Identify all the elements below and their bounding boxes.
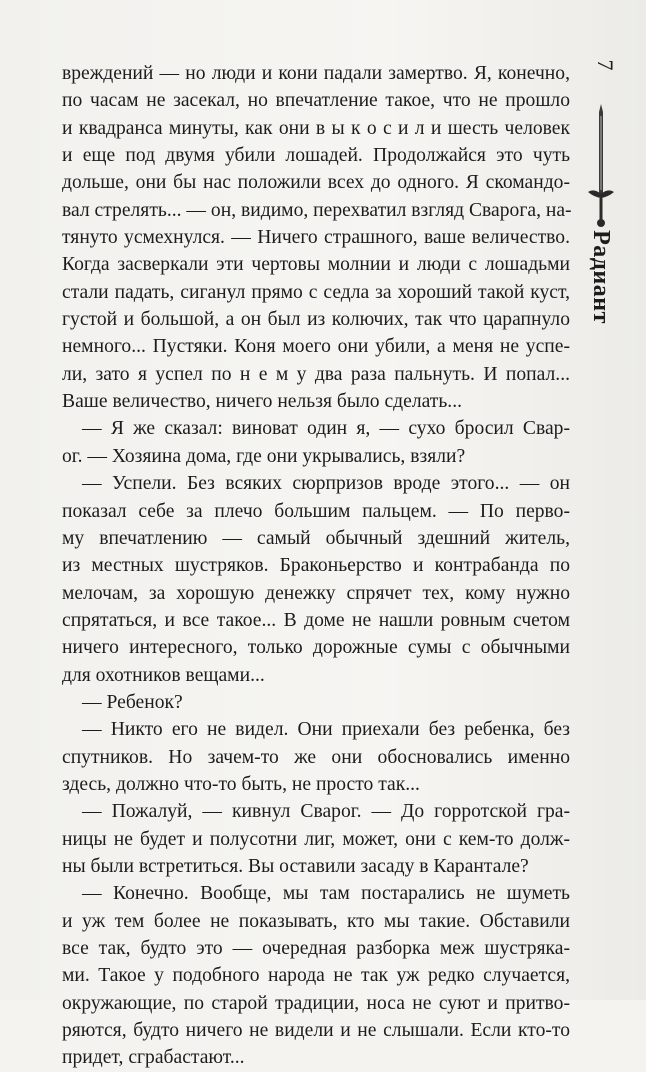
text-line: все так, будто это — очередная разборка меж шустряка- [62, 938, 570, 959]
text-line: ог. — Хозяина дома, где они укрывались, взяли? [62, 445, 466, 467]
text-line: ны были встретиться. Вы оставили засаду в Карантале? [62, 855, 529, 877]
text-line: — Конечно. Вообще, мы там постарались не шуметь [82, 883, 570, 905]
text-line: показал себе за плечо большим пальцем. — По перво- [62, 500, 570, 522]
text-line: ли, зато я успел по н е м у два раза пальнуть. И попал... [62, 363, 570, 385]
text-line: и квадранса минуты, как они в ы к о с и л и шесть человек [62, 117, 570, 139]
text-line: для охотников вещами... [62, 664, 265, 686]
text-line: Ваше величество, ничего нельзя было сделать... [62, 391, 462, 413]
page-number: 7 [593, 59, 618, 71]
text-line: ничего интересного, только дорожные сумы с обычными [62, 637, 570, 659]
text-line: ницы не будет и полусотни лиг, может, они с кем-то долж- [62, 828, 570, 850]
text-line: дольше, они бы нас положили всех до одного. Я скомандо- [62, 172, 570, 194]
text-line: тянуто усмехнулся. — Ничего страшного, ваше величество. [62, 227, 570, 249]
text-line: и еще под двумя убили лошадей. Продолжайся это чуть [62, 145, 570, 167]
text-line: здесь, должно что-то быть, не просто так... [62, 773, 420, 795]
text-line: спутников. Но зачем-то же они обосновались именно [62, 746, 570, 768]
text-line: из местных шустряков. Браконьерство и контрабанда по [62, 555, 570, 577]
text-line: спрятаться, и все такое... В доме не нашли ровным счетом [62, 609, 570, 631]
text-line: придет, сграбастают... [62, 1047, 245, 1069]
text-line: — Ребенок? [82, 691, 183, 713]
text-line: Когда засверкали эти чертовы молнии и люди с лошадьми [62, 254, 570, 276]
text-line: мелочам, за хорошую денежку спрячет тех, кому нужно [62, 582, 570, 604]
running-title: Радиант [588, 230, 614, 324]
text-line: немного... Пустяки. Коня моего они убили, а меня не успе- [62, 336, 570, 358]
text-line: ряются, будто ничего не видели и не слышали. Если кто-то [62, 1020, 570, 1042]
text-line: ми. Такое у подобного народа не так уж редко случается, [62, 965, 570, 987]
text-line: и уж тем более не показывать, кто мы такие. Обставили [62, 910, 570, 932]
sword-icon [584, 102, 618, 232]
text-line: окружающие, по старой традиции, носа не суют и притво- [62, 992, 570, 1014]
text-line: густой и большой, а он был из колючих, так что царапнуло [62, 309, 570, 331]
text-line: вал стрелять... — он, видимо, перехватил взгляд Сварога, на- [62, 199, 572, 221]
text-line: — Никто его не видел. Они приехали без ребенка, без [82, 719, 570, 741]
text-line: — Пожалуй, — кивнул Сварог. — До горротской гра- [82, 801, 570, 823]
text-line: стали падать, сиганул прямо с седла за хороший такой куст, [62, 281, 570, 303]
text-line: вреждений — но люди и кони падали замертво. Я, конечно, [62, 63, 570, 84]
text-line: по часам не засекал, но впечатление такое, что не прошло [62, 90, 570, 112]
text-line: — Успели. Без всяких сюрпризов вроде этого... — он [82, 473, 570, 495]
running-header [578, 40, 624, 340]
text-line: му впечатлению — самый обычный здешний житель, [62, 527, 570, 549]
body-text [62, 60, 570, 1072]
text-line: — Я же сказал: виноват один я, — сухо бросил Свар- [82, 418, 570, 440]
